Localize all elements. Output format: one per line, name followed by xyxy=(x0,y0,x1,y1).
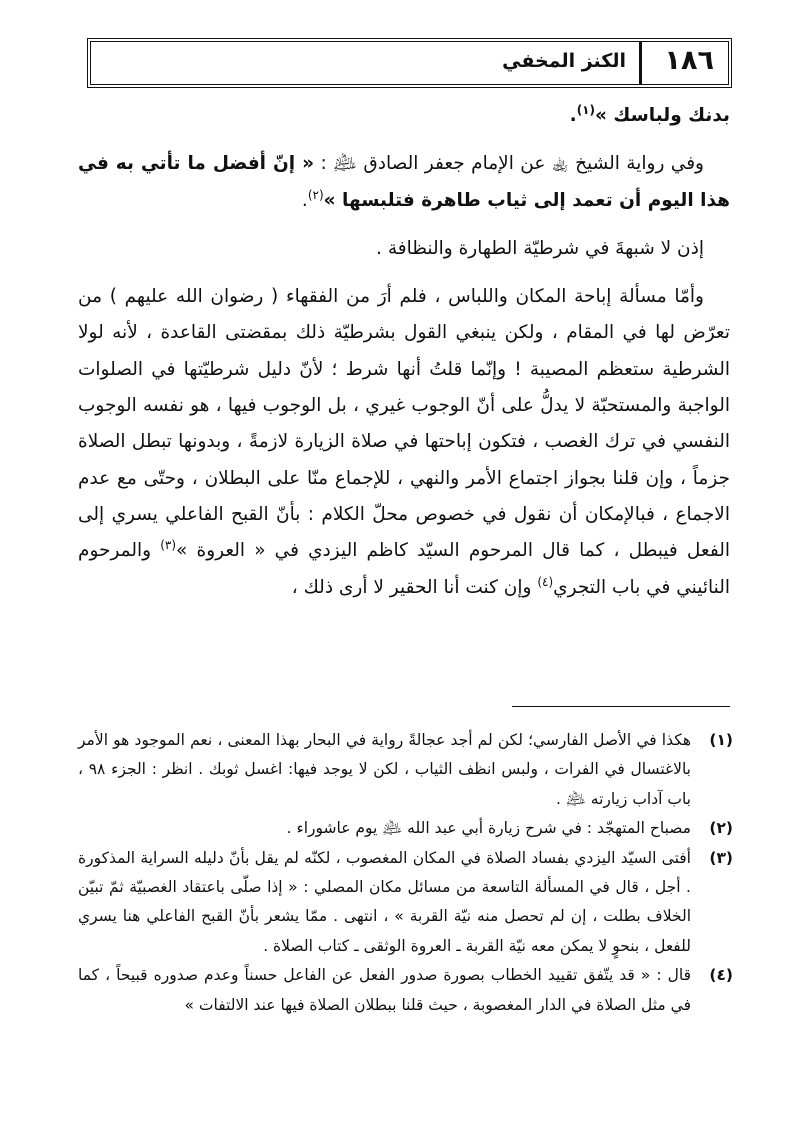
main-text xyxy=(78,98,730,618)
footnote-ref-3: (٣) xyxy=(160,538,177,553)
footnote-text: مصباح المتهجّد : في شرح زيارة أبي عبد الله ﵇ يوم عاشوراء . xyxy=(286,819,691,838)
footnote-number: (١) xyxy=(709,731,733,749)
header-divider xyxy=(639,42,642,84)
paragraph-2: وفي رواية الشيخ ﵀ عن الإمام جعفر الصادق ﵇ : « إنّ أفضل ما تأتي به في هذا اليوم أن تعمد إلى ثياب طاهرة فتلبسها »$^{(٢)}$. xyxy=(78,153,730,211)
footnote-3 xyxy=(78,844,733,962)
footnote-number: (٣) xyxy=(709,848,733,867)
running-header xyxy=(87,38,732,88)
paragraph-3: إذن لا شبهةَ في شرطيّة الطهارة والنظافة . xyxy=(376,237,704,259)
book-title: الكنز المخفي xyxy=(502,50,626,72)
footnote-separator xyxy=(512,706,730,707)
paragraph-4: وأمّا مسألة إباحة المكان واللباس ، فلم أرَ من الفقهاء ( رضوان الله عليهم ) من تعرّض لها في المقام ، ولكن ينبغي القول بشرطيّة ذلك بمقضتى القاعدة ، لأنه لولا الشرطية ستعظم المصيبة ! وإنّما قلتُ أنها شرط ؛ لأنّ دليل شرطيّتها في الصلوات الواجبة والمستحبّة لا يدلُّ على أنّ الوجوب غيري ، بل الوجوب فيها ، هو نفسه الوجوب النفسي في ترك الغصب ، فتكون إباحتها في صلاة الزيارة لازمةً ، وبدونها تبطل الصلاة جزماً ، وإن قلنا بجواز اجتماع الأمر والنهي ، للإجماع منّا على البطلان ، وحتّى مع عدم الاجماع ، فبالإمكان أن نقول في خصوص محلّ الكلام : بأنّ القبح الفاعلي يسري إلى الفعل فيبطل ، كما قال المرحوم السيّد كاظم اليزدي في « العروة »$^{(٣)}$ والمرحوم النائيني في باب التجري$^{(٤)}$ وإن كنت أنا الحقير لا أرى ذلك ، xyxy=(78,286,730,598)
page-number: ١٨٦ xyxy=(664,45,714,76)
footnote-number: (٤) xyxy=(709,966,733,985)
paragraph-1: بدنك ولباسك »$^{(١)}$. xyxy=(569,102,730,126)
footnote-text: أفتى السيّد اليزدي بفساد الصلاة في المكان المغصوب ، لكنّه لم يقل بأنّ دليله السراية المذكورة . أجل ، قال في المسألة التاسعة من مسائل مكان المصلي : « إذا صلّى باعتقاد الغصبيّة ثمّ تبيّن الخلاف بطلت ، إن لم تحصل منه نيّة القربة » ، انتهى . ممّا يشعر بأنّ القبح الفاعلي هنا يسري للفعل ، بنحوٍ لا يمكن معه نيّة القربة ـ العروة الوثقى ـ كتاب الصلاة . xyxy=(78,848,691,955)
footnote-number: (٢) xyxy=(709,819,733,838)
footnote-text: قال : « قد يتّفق تقييد الخطاب بصورة صدور الفعل عن الفاعل حسناً وعدم صدوره قبيحاً ، كما في مثل الصلاة في الدار المغصوبة ، حيث قلنا ببطلان الصلاة فيها عند الالتفات » xyxy=(78,966,691,1014)
footnote-ref-4: (٤) xyxy=(537,574,554,589)
footnote-2 xyxy=(78,814,733,843)
footnote-ref-1: (١) xyxy=(576,102,595,117)
footnote-4 xyxy=(78,961,733,1020)
footnote-ref-2: (٢) xyxy=(307,187,324,202)
footnote-text: هكذا في الأصل الفارسي؛ لكن لم أجد عجالةً رواية في البحار بهذا المعنى ، نعم الموجود هو الأمر بالاغتسال في الفرات ، ولبس انظف الثياب ، لكن لا يوجد فيها: اغسل ثوبك . انظر : الجزء ٩٨ ، باب آداب زيارته ﵇ . xyxy=(78,731,691,808)
footnotes xyxy=(78,726,733,1020)
footnote-1 xyxy=(78,726,733,814)
quoted-hadith: « إنّ أفضل ما تأتي به في هذا اليوم أن تعمد إلى ثياب طاهرة فتلبسها » xyxy=(78,153,730,211)
